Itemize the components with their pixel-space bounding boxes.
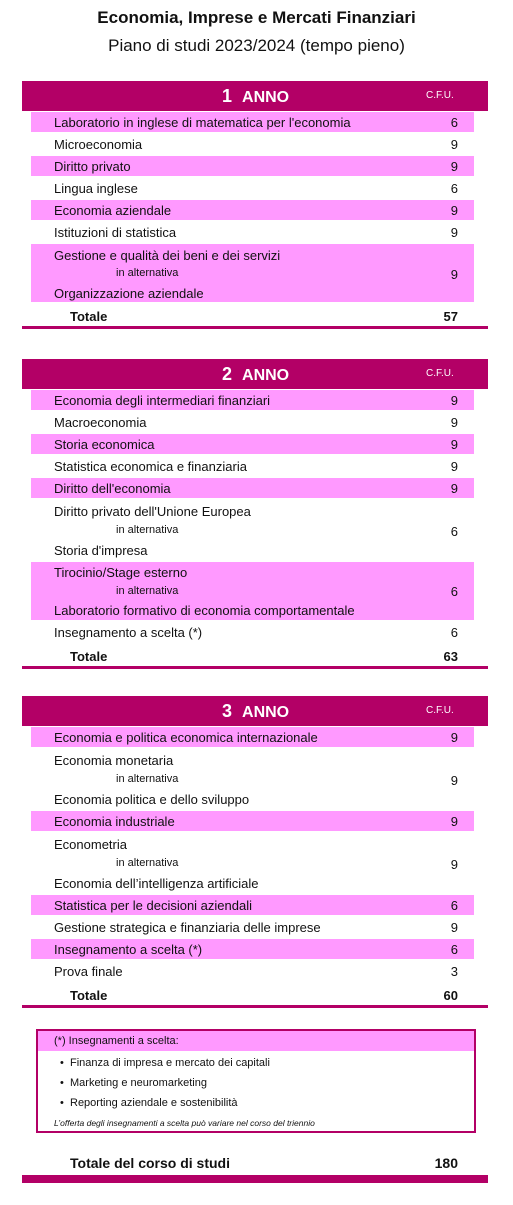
course-cfu: 9 <box>450 159 458 174</box>
alternative-block <box>22 243 488 303</box>
year-total <box>22 303 488 329</box>
year-number: 1 <box>222 86 233 106</box>
course-name: Statistica economica e finanziaria <box>54 459 247 474</box>
course-row <box>22 411 488 433</box>
year-1-section <box>22 81 488 329</box>
course-row <box>22 111 488 133</box>
course-cfu: 9 <box>450 857 458 872</box>
course-name: Laboratorio in inglese di matematica per l'economia <box>54 115 351 130</box>
year-3-section <box>22 696 488 1008</box>
course-name: Istituzioni di statistica <box>54 225 177 240</box>
page-subtitle: Piano di studi 2023/2024 (tempo pieno) <box>108 36 405 55</box>
cfu-header: C.F.U. <box>426 90 454 101</box>
course-row <box>22 221 488 243</box>
course-name: Diritto privato dell'Unione Europea <box>54 504 251 519</box>
cfu-header: C.F.U. <box>426 705 454 716</box>
electives-heading: (*) Insegnamenti a scelta: <box>54 1035 179 1047</box>
bullet-icon: • <box>60 1077 64 1089</box>
electives-box <box>36 1029 476 1133</box>
course-name: Prova finale <box>54 964 123 979</box>
course-row <box>22 810 488 832</box>
course-cfu: 9 <box>450 203 458 218</box>
total-cfu: 57 <box>443 309 458 324</box>
year-word: ANNO <box>242 704 290 721</box>
alternative-block <box>22 748 488 810</box>
course-name: Economia dell’intelligenza artificiale <box>54 876 259 891</box>
course-row <box>22 621 488 643</box>
course-cfu: 9 <box>450 920 458 935</box>
course-row <box>22 389 488 411</box>
course-name: Gestione e qualità dei beni e dei servizi <box>54 248 281 263</box>
year-total <box>22 643 488 669</box>
year-total <box>22 982 488 1008</box>
course-row <box>22 177 488 199</box>
alternative-block <box>22 832 488 894</box>
course-cfu: 9 <box>450 225 458 240</box>
course-name: Diritto dell'economia <box>54 481 171 496</box>
alternative-text: in alternativa <box>116 267 179 279</box>
total-label: Totale <box>70 649 108 664</box>
course-name: Macroeconomia <box>54 415 147 430</box>
course-row <box>22 199 488 221</box>
course-cfu: 9 <box>450 773 458 788</box>
alternative-text: in alternativa <box>116 773 179 785</box>
course-name: Econometria <box>54 837 127 852</box>
grand-total-cfu: 180 <box>434 1155 458 1171</box>
course-row <box>22 960 488 982</box>
bullet-icon: • <box>60 1057 64 1069</box>
elective-item: • Marketing e neuromarketing <box>60 1077 207 1089</box>
year-2-section <box>22 359 488 669</box>
course-name: Organizzazione aziendale <box>54 286 204 301</box>
total-label: Totale <box>70 309 108 324</box>
course-name: Laboratorio formativo di economia comportamentale <box>54 603 355 618</box>
total-cfu: 63 <box>443 649 458 664</box>
course-cfu: 9 <box>450 481 458 496</box>
course-name: Microeconomia <box>54 137 143 152</box>
year-number: 2 <box>222 364 233 384</box>
course-name: Insegnamento a scelta (*) <box>54 625 203 640</box>
course-row <box>22 894 488 916</box>
course-row <box>22 455 488 477</box>
course-row <box>22 433 488 455</box>
course-cfu: 9 <box>450 137 458 152</box>
course-cfu: 6 <box>450 181 458 196</box>
alternative-text: in alternativa <box>116 524 179 536</box>
course-cfu: 6 <box>450 625 458 640</box>
year-3-header <box>22 696 488 726</box>
course-row <box>22 726 488 748</box>
alternative-block <box>22 561 488 621</box>
electives-note: L’offerta degli insegnamenti a scelta può variare nel corso del triennio <box>54 1118 315 1128</box>
course-cfu: 9 <box>450 267 458 282</box>
year-2-header <box>22 359 488 389</box>
course-cfu: 9 <box>450 814 458 829</box>
year-1-header <box>22 81 488 111</box>
alternative-text: in alternativa <box>116 585 179 597</box>
page-title: Economia, Imprese e Mercati Finanziari <box>97 8 416 27</box>
course-name: Economia monetaria <box>54 753 174 768</box>
course-name: Tirocinio/Stage esterno <box>54 565 188 580</box>
course-cfu: 9 <box>450 437 458 452</box>
course-name: Gestione strategica e finanziaria delle imprese <box>54 920 321 935</box>
course-name: Lingua inglese <box>54 181 138 196</box>
course-name: Economia politica e dello sviluppo <box>54 792 250 807</box>
year-word: ANNO <box>242 89 290 106</box>
elective-item: • Reporting aziendale e sostenibilità <box>60 1097 238 1109</box>
total-label: Totale <box>70 988 108 1003</box>
course-name: Diritto privato <box>54 159 131 174</box>
course-row <box>22 938 488 960</box>
course-name: Storia d'impresa <box>54 543 148 558</box>
grand-total-label: Totale del corso di studi <box>70 1155 230 1171</box>
course-cfu: 6 <box>450 898 458 913</box>
course-cfu: 9 <box>450 730 458 745</box>
course-cfu: 3 <box>450 964 458 979</box>
elective-item: • Finanza di impresa e mercato dei capitali <box>60 1057 270 1069</box>
year-word: ANNO <box>242 367 290 384</box>
alternative-block <box>22 499 488 561</box>
course-name: Insegnamento a scelta (*) <box>54 942 203 957</box>
course-cfu: 9 <box>450 459 458 474</box>
year-number: 3 <box>222 701 233 721</box>
total-cfu: 60 <box>443 988 458 1003</box>
course-name: Economia degli intermediari finanziari <box>54 393 271 408</box>
course-name: Storia economica <box>54 437 155 452</box>
course-row <box>22 916 488 938</box>
bullet-icon: • <box>60 1097 64 1109</box>
course-cfu: 6 <box>450 524 458 539</box>
course-cfu: 9 <box>450 415 458 430</box>
course-row <box>22 133 488 155</box>
course-name: Economia aziendale <box>54 203 172 218</box>
course-cfu: 6 <box>450 584 458 599</box>
course-name: Statistica per le decisioni aziendali <box>54 898 252 913</box>
cfu-header: C.F.U. <box>426 368 454 379</box>
course-name: Economia industriale <box>54 814 175 829</box>
electives-heading-bar <box>38 1031 474 1051</box>
alternative-text: in alternativa <box>116 857 179 869</box>
course-name: Economia e politica economica internazionale <box>54 730 318 745</box>
course-cfu: 9 <box>450 393 458 408</box>
course-cfu: 6 <box>450 115 458 130</box>
grand-total <box>22 1150 488 1184</box>
course-row <box>22 155 488 177</box>
course-cfu: 6 <box>450 942 458 957</box>
course-row <box>22 477 488 499</box>
